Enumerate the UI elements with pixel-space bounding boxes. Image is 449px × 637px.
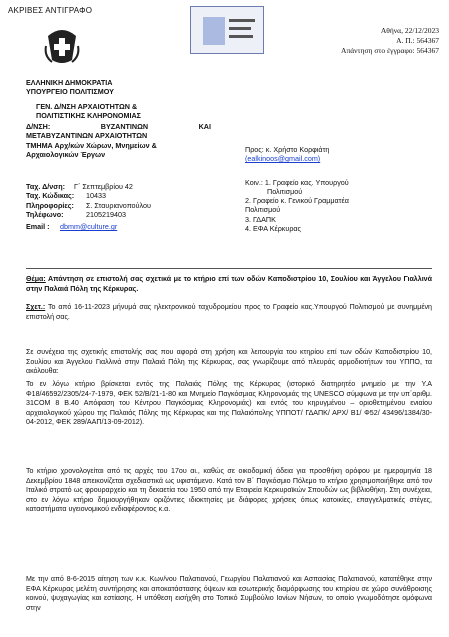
related-text: Το από 16-11-2023 μήνυμά σας ηλεκτρονικού ταχυδρομείου προς το Γραφείο κας.Υπουργού Πολιτισμού με συνημμένη επιστολή σας.	[26, 303, 432, 321]
zip-row	[26, 191, 216, 200]
body-paragraph-1: Σε συνέχεια της σχετικής επιστολής σας που αφορά στη χρήση και λειτουργία του κτηρίου επί των οδών Καποδιστρίου 10, Σουλίου και Άγγελου Γιαλλινά στην Παλαιά Πόλη της Κέρκυρας, σας γνωρίζουμε από πλευράς αρμοδιοτήτων του ΥΠΠΟ, τα ακόλουθα:	[26, 348, 432, 375]
body-paragraph-4: Με την από 8-6-2015 αίτηση των κ.κ. Κων/νου Παλατιανού, Γεωργίου Παλατιανού και Ασπασίας Παλατιανού, κατατέθηκε στην ΕΦΑ Κέρκυρας μελέτη συντήρησης και αποκατάστασης όψεων και εσωτερικής διαμόρφωσης του κτηρίου σε χώρο συνάθροισης κοινού, ψυχαγωγίας και εστίασης. Η υπόθεση εισήχθη στο Τοπικό Συμβούλιο Ιονίων Νήσων, το οποίο γνωμοδότησε ομόφωνα στην	[26, 575, 432, 612]
subject-label: Θέμα:	[26, 275, 46, 283]
greek-coat-of-arms-icon	[44, 26, 80, 66]
related-label: Σχετ.:	[26, 303, 46, 311]
dept-general-line1: ΓΕΝ. Δ/ΝΣΗ ΑΡΧΑΙΟΤΗΤΩΝ &	[36, 101, 138, 111]
cc-item-4: 4. ΕΦΑ Κέρκυρας	[245, 224, 302, 234]
subject-block	[26, 275, 432, 294]
cc-item-1a: Κοιν.: 1. Γραφείο κας. Υπουργού	[245, 177, 349, 187]
recipient-block	[245, 145, 440, 233]
dept-directorate	[26, 122, 211, 159]
cc-item-3: 3. ΓΔΑΠΚ	[245, 214, 276, 224]
info-value: Σ. Σταυριανοπούλου	[86, 200, 151, 210]
email-row	[26, 222, 216, 231]
body-paragraph-3: Το κτήριο χρονολογείται από τις αρχές του 17ου αι., καθώς σε οικοδομική άδεια για προσθήκη ορόφου με ημερομηνία 18 Δεκεμβρίου 1848 απεικονίζεται σχεδιαστικά ως υφιστάμενο. Κατά τον Β΄ Παγκόσμιο Πόλεμο το κτήριο χρησιμοποιήθηκε από τον Ιταλικό στρατό ως φρουραρχείο και τη δεκαετία του 1950 από την Εταιρεία Κερκυραϊκών Σπουδών ως βιβλιοθήκη. Στη συνέχεια, στο εν λόγω κτήριο δημιουργήθηκαν οριζόντιες ιδιοκτησίες με διάφορες χρήσεις όπως κατοικίες, επαγγελματικές στέγες, καταστήματα υγειονομικού ενδιαφέροντος κ.α.	[26, 467, 432, 513]
phone-label: Τηλέφωνο:	[26, 209, 64, 219]
phone-row	[26, 210, 216, 219]
dept-general-line2: ΠΟΛΙΤΙΣΤΙΚΗΣ ΚΛΗΡΟΝΟΜΙΑΣ	[36, 110, 141, 120]
recipient-email-link[interactable]: (ealkinoos@gmail.com)	[245, 154, 321, 164]
certified-copy-stamp: ΑΚΡΙΒΕΣ ΑΝΤΙΓΡΑΦΟ	[8, 6, 93, 15]
address-row	[26, 182, 216, 191]
subject-text: Απάντηση σε επιστολή σας σχετικά με το κτήριο επί των οδών Καποδιστρίου 10, Σουλίου και Άγγελου Γιαλλινά στην Παλαιά Πόλη της Κέρκυρας.	[26, 275, 432, 293]
zip-value: 10433	[86, 191, 106, 201]
address-value: Γ΄ Σεπτεμβρίου 42	[74, 182, 133, 191]
protocol-number: Α. Π.: 564367	[396, 36, 439, 45]
sender-block	[26, 78, 211, 159]
header-right	[341, 26, 439, 56]
separator-line	[26, 268, 432, 269]
dept-section-line2: Αρχαιολογικών Έργων	[26, 150, 106, 160]
contact-details	[26, 182, 216, 231]
ministry-name: ΥΠΟΥΡΓΕΙΟ ΠΟΛΙΤΙΣΜΟΥ	[26, 87, 114, 97]
cc-item-1b: Πολιτισμού	[267, 186, 303, 196]
email-label: Email :	[26, 222, 50, 232]
info-row	[26, 201, 216, 210]
zip-label: Ταχ. Κώδικας:	[26, 191, 75, 201]
related-block	[26, 303, 432, 322]
dept-directorate-line2: ΜΕΤΑΒΥΖΑΝΤΙΝΩΝ ΑΡΧΑΙΟΤΗΤΩΝ	[26, 131, 148, 141]
body-paragraph-2: Το εν λόγω κτήριο βρίσκεται εντός της Παλαιάς Πόλης της Κέρκυρας (ιστορικό διατηρητέο μνημείο με την Υ.Α Φ18/46592/2305/24-7-1979, ΦΕΚ 52/Β/21-1-80 και Μνημείο Παγκόσμιας Κληρονομιάς της UNESCO σύμφωνα με την υπ΄αριθμ. 31COM 8 B.40 Απόφαση του Κέντρου Παγκόσμιας Κληρονομιάς) και εντός του κηρυγμένου – οριοθετημένου ενιαίου αρχαιολογικού χώρου της Παλαιάς Πόλης της Κέρκυρας και της Παλαιόπολης ΥΠΠΟΤ/ ΓΔΑΠΚ/ ΑΡΧ/ Β1/ Φ52/ 43496/1384/30-04-2012, ΦΕΚ 289/ΑΑΠ/13-09-2012).	[26, 380, 432, 426]
cc-item-2b: Πολιτισμού	[245, 205, 281, 215]
dept-directorate-line1: Δ/ΝΣΗ: ΒΥΖΑΝΤΙΝΩΝ ΚΑΙ	[26, 122, 211, 132]
dept-section-line1: ΤΜΗΜΑ Αρχ/κών Χώρων, Μνημείων &	[26, 140, 157, 150]
republic-line	[26, 78, 166, 87]
recipient-to: Προς: κ. Χρήστο Κορφιάτη	[245, 145, 330, 154]
info-label: Πληροφορίες:	[26, 200, 74, 210]
republic-line-text: ΕΛΛΗΝΙΚΗ ΔΗΜΟΚΡΑΤΙΑ	[26, 78, 113, 87]
phone-value: 2105219403	[86, 209, 126, 219]
email-link[interactable]: dbmm@culture.gr	[60, 222, 118, 232]
cc-item-2a: 2. Γραφείο κ. Γενικού Γραμματέα	[245, 196, 349, 206]
document-date: Αθήνα, 22/12/2023	[380, 26, 439, 35]
address-label: Ταχ. Δ/νση:	[26, 182, 65, 191]
official-stamp	[190, 6, 264, 54]
dept-general	[26, 102, 211, 121]
reply-reference: Απάντηση στο έγγραφο: 564367	[341, 46, 439, 55]
